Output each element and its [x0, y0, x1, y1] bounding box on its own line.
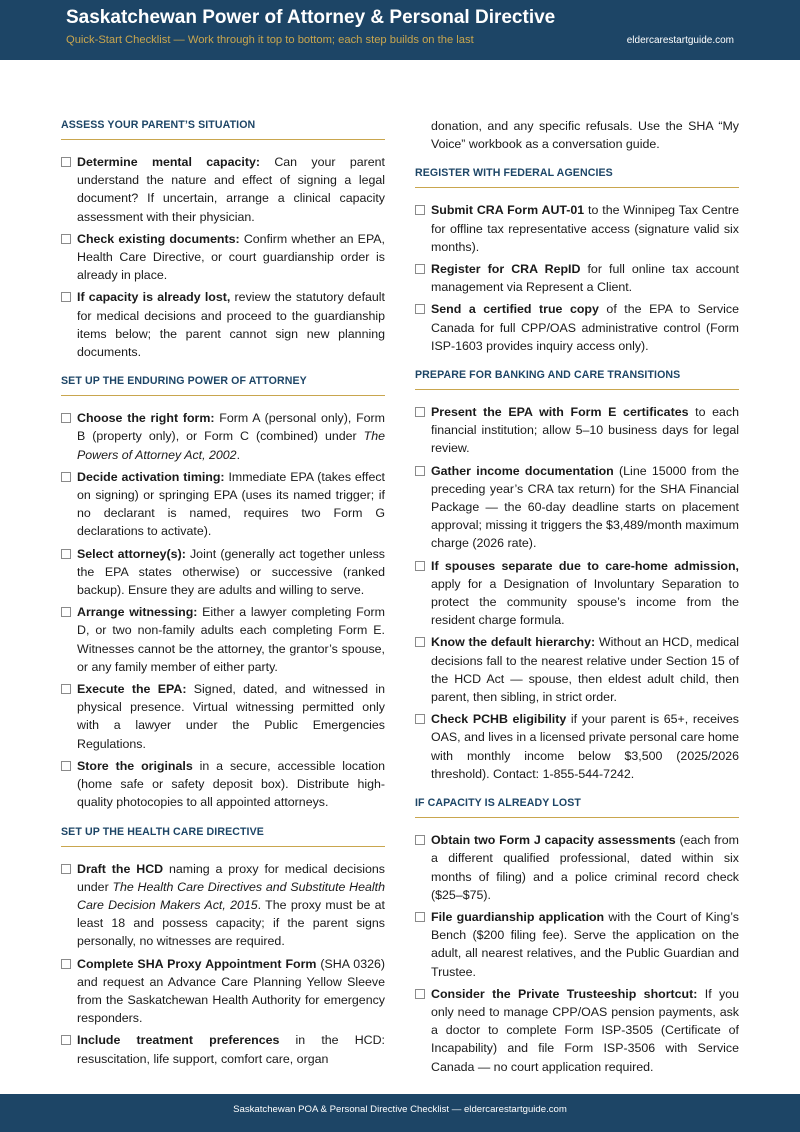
checklist-item	[415, 908, 739, 981]
checklist-item	[61, 680, 385, 753]
checklist	[61, 409, 385, 811]
checklist-item	[415, 831, 739, 904]
checklist-item	[415, 201, 739, 256]
item-text: for full online tax account management via Represent a Client.	[431, 262, 739, 295]
checkbox[interactable]	[415, 714, 425, 724]
checkbox[interactable]	[61, 684, 71, 694]
checklist-item	[415, 462, 739, 553]
section-heading: PREPARE FOR BANKING AND CARE TRANSITIONS	[415, 367, 739, 390]
checklist-item	[61, 230, 385, 285]
item-text: .	[236, 447, 241, 462]
section-heading: ASSESS YOUR PARENT’S SITUATION	[61, 117, 385, 140]
checkbox[interactable]	[415, 637, 425, 647]
checklist-item	[61, 955, 385, 1028]
item-text: naming a proxy for medical decisions under	[77, 861, 386, 894]
checkbox[interactable]	[61, 959, 71, 969]
item-title: Determine mental capacity:	[77, 155, 260, 169]
page-title: Saskatchewan Power of Attorney & Personal Directive	[66, 7, 556, 28]
checklist-item	[61, 153, 385, 226]
checklist-item	[415, 633, 739, 706]
checklist-item	[61, 468, 385, 541]
item-title: File guardianship application	[431, 909, 605, 924]
item-text: Confirm whether an EPA, Health Care Directive, or court guardianship order is already in place.	[77, 231, 385, 283]
checkbox[interactable]	[415, 264, 425, 274]
item-text: review the statutory default for medical decisions and proceed to the guardianship items below; the parent cannot sign new planning documents.	[77, 290, 385, 360]
item-title: Check existing documents:	[77, 231, 240, 246]
item-text: (SHA 0326) and request an Advance Care Planning Yellow Sleeve from the Saskatchewan Health Authority for emergency responders.	[77, 956, 385, 1026]
item-title: Gather income documentation	[431, 463, 614, 478]
section-hcd	[61, 824, 385, 1068]
checklist	[415, 201, 739, 355]
checklist	[61, 153, 385, 361]
section-heading: REGISTER WITH FEDERAL AGENCIES	[415, 165, 739, 188]
checkbox[interactable]	[61, 607, 71, 617]
item-title: Know the default hierarchy:	[431, 635, 596, 650]
checklist	[415, 831, 739, 1076]
item-title: Decide activation timing:	[77, 469, 225, 484]
item-text: Can your parent understand the nature and effect of signing a legal document? If uncertain, arrange a clinical capacity assessment with their physician.	[77, 155, 386, 224]
section-heading: SET UP THE ENDURING POWER OF ATTORNEY	[61, 373, 385, 396]
item-text: Without an HCD, medical decisions fall to the nearest relative under Section 15 of the HCD Act — spouse, then eldest adult child, then parent, then sibling, in strict order.	[431, 635, 740, 705]
section-heading: IF CAPACITY IS ALREADY LOST	[415, 795, 739, 818]
section-heading: SET UP THE HEALTH CARE DIRECTIVE	[61, 824, 385, 847]
item-text: with the Court of King’s Bench ($200 filing fee). Serve the application on the adult, all nearest relatives, and the Public Guardian and Trustee.	[431, 909, 739, 979]
page-footer: Saskatchewan POA & Personal Directive Checklist — eldercarestartguide.com	[0, 1094, 800, 1132]
hcd-continuation: donation, and any specific refusals. Use the SHA “My Voice” workbook as a conversation guide.	[431, 119, 739, 152]
item-title: Consider the Private Trusteeship shortcut:	[431, 986, 698, 1001]
page-subtitle: Quick-Start Checklist — Work through it top to bottom; each step builds on the last	[66, 34, 474, 46]
checklist-item	[415, 300, 739, 355]
item-text: in the HCD: resuscitation, life support, comfort care, organ	[77, 1033, 385, 1066]
checkbox[interactable]	[415, 466, 425, 476]
item-title: Store the originals	[77, 758, 193, 773]
checklist-item	[61, 757, 385, 812]
item-citation: The Health Care Directives and Substitute Health Care Decision Makers Act, 2015	[77, 879, 385, 912]
item-title: Select attorney(s):	[77, 546, 186, 561]
item-text: apply for a Designation of Involuntary Separation to protect the community spouse’s income from the resident charge formula.	[431, 576, 739, 628]
item-title: Include treatment preferences	[77, 1033, 280, 1048]
item-title: If spouses separate due to care-home admission,	[431, 558, 739, 573]
item-text: Either a lawyer completing Form D, or two non-family adults each completing Form E. Witnesses cannot be the attorney, the grantor’s spouse, or any family member of either party.	[77, 605, 385, 674]
checkbox[interactable]	[61, 413, 71, 423]
item-title: Obtain two Form J capacity assessments	[431, 833, 676, 848]
right-column	[415, 117, 739, 1088]
site-url: eldercarestartguide.com	[626, 35, 734, 46]
item-title: If capacity is already lost,	[77, 290, 231, 305]
item-text: Joint (generally act together unless the EPA states otherwise) or successive (ranked backup). Ensure they are adults and willing to serve.	[77, 546, 386, 598]
checkbox[interactable]	[415, 205, 425, 215]
section-epa	[61, 373, 385, 811]
item-text: Signed, dated, and witnessed in physical presence. Virtual witnessing permitted only with a lawyer under the Public Emergencies Regulations.	[77, 682, 385, 751]
checklist-item	[61, 545, 385, 600]
left-column	[61, 117, 385, 1080]
item-text: Immediate EPA (takes effect on signing) or springing EPA (uses its named trigger; if no declarant is named, requires two Form G declarations to activate).	[77, 469, 385, 539]
checkbox[interactable]	[415, 407, 425, 417]
item-text: . The proxy must be at least 18 and possess capacity; if the parent signs personally, no witnesses are required.	[77, 897, 385, 949]
item-citation: The Powers of Attorney Act, 2002	[77, 429, 385, 462]
checkbox[interactable]	[61, 761, 71, 771]
checkbox[interactable]	[61, 234, 71, 244]
item-text: to the Winnipeg Tax Centre for offline tax representative access (signature valid six months).	[431, 203, 739, 254]
page-header	[0, 0, 800, 60]
checklist-item	[61, 860, 385, 951]
checklist-item	[61, 288, 385, 361]
item-text: (Line 15000 from the preceding year’s CRA tax return) for the SHA Financial Package — the 60-day deadline starts on placement approval; missing it triggers the $3,489/month maximum charge (2026 rate).	[431, 463, 739, 551]
checklist-item	[415, 985, 739, 1076]
checklist-item	[415, 403, 739, 458]
checkbox[interactable]	[415, 835, 425, 845]
item-title: Register for CRA RepID	[431, 262, 581, 277]
checklist	[415, 403, 739, 783]
checkbox[interactable]	[61, 1035, 71, 1045]
checkbox[interactable]	[415, 989, 425, 999]
checkbox[interactable]	[61, 472, 71, 482]
checkbox[interactable]	[61, 292, 71, 302]
checklist-item	[61, 1031, 385, 1067]
item-title: Draft the HCD	[77, 861, 164, 876]
item-title: Send a certified true copy	[431, 302, 599, 317]
checklist-item	[415, 260, 739, 296]
checkbox[interactable]	[415, 561, 425, 571]
item-text: if your parent is 65+, receives OAS, and lives in a licensed private personal care home with monthly income below $3,500 (2025/2026 threshold). Contact: 1-855-544-7242.	[431, 712, 740, 781]
item-title: Arrange witnessing:	[77, 605, 198, 620]
checkbox[interactable]	[61, 549, 71, 559]
item-text: If you only need to manage CPP/OAS pension payments, ask a doctor to complete Form ISP-3505 (Certificate of Incapability) and file Form ISP-3506 with Service Canada — no court application required.	[431, 986, 739, 1074]
section-assess	[61, 117, 385, 361]
checkbox[interactable]	[61, 157, 71, 167]
item-text: to each financial institution; allow 5–10 business days for legal review.	[431, 405, 739, 456]
item-title: Present the EPA with Form E certificates	[431, 405, 689, 420]
item-title: Choose the right form:	[77, 411, 215, 426]
item-title: Execute the EPA:	[77, 682, 187, 697]
section-capacity-lost	[415, 795, 739, 1076]
checklist-item	[61, 603, 385, 676]
item-text: (each from a different qualified professional, dated within six months of filing) and a police criminal record check ($25–$75).	[431, 833, 739, 902]
checkbox[interactable]	[61, 864, 71, 874]
checklist-item	[61, 409, 385, 464]
item-text: in a secure, accessible location (home safe or safety deposit box). Distribute high-quality photocopies to all appointed attorneys.	[77, 758, 385, 810]
item-title: Submit CRA Form AUT-01	[431, 203, 585, 218]
item-title: Check PCHB eligibility	[431, 712, 567, 727]
checklist-item	[415, 557, 739, 630]
item-text: Form A (personal only), Form B (property only), or Form C (combined) under	[77, 411, 385, 444]
checklist	[61, 860, 385, 1068]
section-federal	[415, 165, 739, 355]
checklist-item	[415, 710, 739, 783]
checkbox[interactable]	[415, 912, 425, 922]
item-text: of the EPA to Service Canada for full CPP/OAS administrative control (Form ISP-1603 provides inquiry access only).	[431, 302, 739, 353]
item-title: Complete SHA Proxy Appointment Form	[77, 956, 317, 971]
checkbox[interactable]	[415, 304, 425, 314]
section-banking	[415, 367, 739, 783]
